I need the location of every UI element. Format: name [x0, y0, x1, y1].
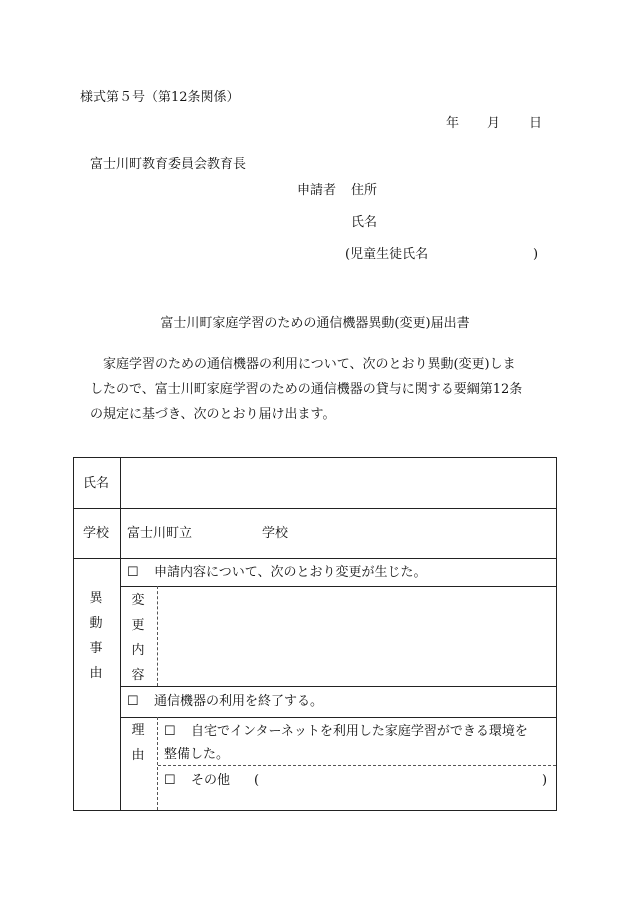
change-char-2: 更	[131, 618, 145, 633]
date-month-label: 月	[487, 116, 501, 131]
body-paragraph	[90, 352, 560, 427]
option2-text: 通信機器の利用を終了する。	[154, 694, 324, 709]
reason2-vertical-label	[128, 718, 148, 768]
body-line-2: したので、富士川町家庭学習のための通信機器の貸与に関する要綱第12条	[90, 382, 523, 397]
address-label: 住所	[351, 183, 378, 198]
row-divider-change	[120, 686, 556, 687]
document-title: 富士川町家庭学習のための通信機器異動(変更)届出書	[160, 316, 470, 331]
sub1-text-line2: 整備した。	[164, 747, 230, 762]
row-divider-option2	[120, 717, 556, 718]
reason2-char-2: 由	[131, 748, 145, 763]
date-day-label: 日	[529, 116, 543, 131]
change-content-field[interactable]	[164, 592, 549, 680]
option2-checkbox[interactable]: ☐	[127, 694, 139, 709]
option1-text: 申請内容について、次のとおり変更が生じた。	[154, 565, 427, 580]
reason-char-3: 事	[89, 641, 103, 656]
school-prefix: 富士川町立	[127, 526, 193, 541]
reason-vertical-label	[86, 586, 106, 686]
sub1-checkbox[interactable]: ☐	[164, 724, 176, 739]
addressee: 富士川町教育委員会教育長	[90, 157, 247, 172]
change-char-1: 変	[131, 593, 145, 608]
name-row-label: 氏名	[83, 476, 110, 491]
reason2-char-1: 理	[131, 723, 145, 738]
sub2-checkbox[interactable]: ☐	[164, 773, 176, 788]
other-reason-field[interactable]	[274, 774, 534, 788]
body-line-1: 家庭学習のための通信機器の利用について、次のとおり異動(変更)しま	[103, 357, 516, 372]
sub2-open-paren: (	[254, 773, 260, 788]
sub1-text-line1: 自宅でインターネットを利用した家庭学習ができる環境を	[191, 724, 528, 739]
child-name-close-paren: )	[533, 247, 539, 262]
name-field[interactable]	[134, 478, 544, 492]
option1-checkbox[interactable]: ☐	[127, 565, 139, 580]
col-divider-label	[120, 458, 121, 810]
reason-char-1: 異	[89, 591, 103, 606]
form-number: 様式第５号（第12条関係）	[80, 90, 240, 105]
school-row-label: 学校	[83, 526, 110, 541]
row-divider-name	[74, 508, 556, 509]
change-char-3: 内	[131, 643, 145, 658]
reason-char-4: 由	[89, 666, 103, 681]
col-divider-reason	[157, 717, 158, 810]
school-name-field[interactable]	[209, 527, 259, 541]
body-line-3: の規定に基づき、次のとおり届け出ます。	[90, 407, 336, 422]
child-name-label: (児童生徒氏名	[345, 247, 429, 262]
sub2-text: その他	[191, 773, 231, 788]
change-vertical-label	[128, 588, 148, 688]
reason-char-2: 動	[89, 616, 103, 631]
applicant-label: 申請者	[297, 183, 337, 198]
sub2-close-paren: )	[542, 773, 548, 788]
row-divider-school	[74, 558, 556, 559]
form-table	[73, 457, 557, 811]
col-divider-change	[157, 586, 158, 686]
school-suffix: 学校	[262, 526, 289, 541]
row-divider-option1	[120, 586, 556, 587]
row-divider-sub-reasons	[158, 765, 556, 766]
applicant-name-label: 氏名	[351, 215, 378, 230]
date-year-label: 年	[446, 116, 460, 131]
change-char-4: 容	[131, 668, 145, 683]
